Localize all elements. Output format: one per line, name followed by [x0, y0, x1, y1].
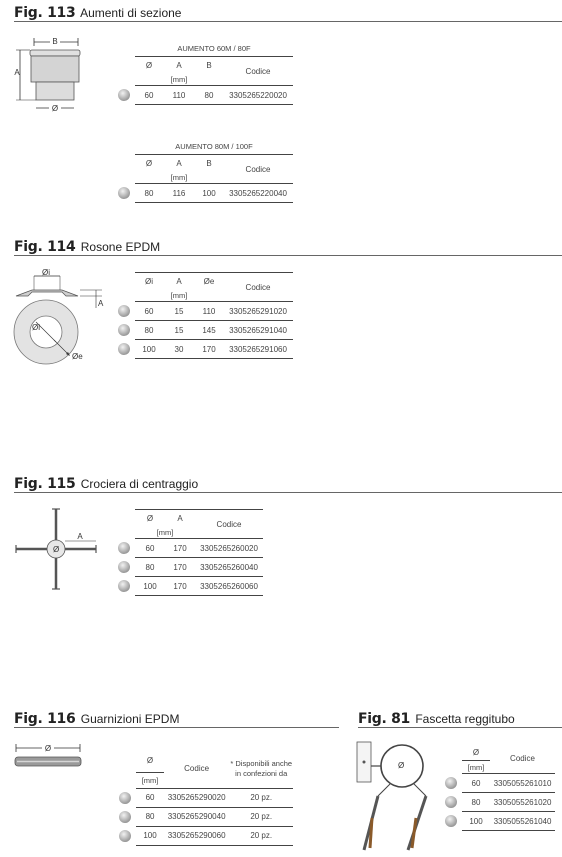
fig-114-table	[113, 272, 293, 359]
product-badge-icon	[118, 187, 130, 199]
fig-113-table-1	[113, 40, 293, 105]
cell: 20 pz.	[229, 788, 293, 807]
cell: 80	[195, 86, 223, 105]
header-diameter: Ø	[462, 744, 490, 761]
header-diameter: Ø	[136, 750, 164, 772]
cell: 80	[135, 558, 165, 577]
cell: 60	[462, 774, 490, 793]
header-b: B	[195, 155, 223, 172]
cell: 3305265260060	[195, 577, 263, 596]
dim-a-label: A	[14, 68, 20, 77]
header-a: A	[163, 273, 195, 290]
fig-81-drawing	[354, 738, 434, 854]
fig-title: Guarnizioni EPDM	[80, 712, 180, 726]
cell: 3305265220040	[223, 184, 293, 203]
cell: 3305265291040	[223, 321, 293, 340]
cell: 80	[462, 793, 490, 812]
heading-rule	[14, 21, 562, 22]
fig-81-table	[440, 744, 555, 831]
dim-di-label: Øi	[42, 268, 50, 277]
cell: 3305265290020	[164, 788, 230, 807]
cell: 80	[136, 807, 164, 826]
product-badge-icon	[118, 343, 130, 355]
table-row	[113, 340, 293, 359]
fig-title: Fascetta reggitubo	[415, 712, 515, 726]
product-badge-icon	[119, 830, 131, 842]
product-badge-icon	[445, 777, 457, 789]
fig-113-table-2	[113, 138, 293, 203]
header-codice: Codice	[223, 273, 293, 302]
cell: 80	[135, 184, 163, 203]
header-b: B	[195, 57, 223, 74]
cell: 3305265291060	[223, 340, 293, 359]
cell: 15	[163, 302, 195, 321]
cell: 110	[195, 302, 223, 321]
cell: 3305055261040	[490, 812, 555, 831]
header-de: Øe	[195, 273, 223, 290]
fig-title: Crociera di centraggio	[80, 477, 199, 491]
cell: 15	[163, 321, 195, 340]
unit-label: [mm]	[170, 74, 188, 84]
cell: 170	[165, 539, 195, 558]
heading-rule	[14, 727, 339, 728]
fig-number: Fig. 116	[14, 711, 76, 727]
fig-116-heading	[14, 711, 179, 727]
cell: 3305265290040	[164, 807, 230, 826]
table-row	[440, 774, 555, 793]
table-row	[113, 539, 263, 558]
dim-di-label-2: Øi	[32, 323, 40, 332]
cell: 3305055261010	[490, 774, 555, 793]
table-row	[113, 807, 293, 826]
cell: 3305055261020	[490, 793, 555, 812]
unit-label: [mm]	[467, 762, 485, 772]
cell: 3305265260040	[195, 558, 263, 577]
cell: 100	[136, 826, 164, 845]
cell: 20 pz.	[229, 807, 293, 826]
dim-a-label: A	[77, 532, 83, 541]
table-title: AUMENTO 60M / 80F	[177, 43, 251, 53]
table-row	[113, 577, 263, 596]
header-a: A	[163, 57, 195, 74]
table-row	[440, 793, 555, 812]
table-row	[113, 321, 293, 340]
cell: 60	[135, 302, 163, 321]
fig-116-drawing	[12, 742, 84, 772]
product-badge-icon	[445, 815, 457, 827]
cell: 3305265220020	[223, 86, 293, 105]
fig-number: Fig. 81	[358, 711, 410, 727]
cell: 170	[165, 577, 195, 596]
product-badge-icon	[445, 796, 457, 808]
header-diameter: Ø	[135, 155, 163, 172]
fig-115-heading	[14, 476, 198, 492]
dim-d-label: Ø	[398, 761, 405, 770]
cell: 60	[135, 86, 163, 105]
table-row	[440, 812, 555, 831]
fig-115-drawing	[12, 505, 102, 595]
table-row	[113, 184, 293, 203]
fig-113-heading	[14, 5, 181, 21]
header-diameter: Ø	[135, 57, 163, 74]
fig-number: Fig. 113	[14, 5, 76, 21]
cell: 145	[195, 321, 223, 340]
unit-label: [mm]	[170, 172, 188, 182]
fig-number: Fig. 115	[14, 476, 76, 492]
cell: 110	[163, 86, 195, 105]
unit-label: [mm]	[170, 290, 188, 300]
fig-81-heading	[358, 711, 515, 727]
heading-rule	[14, 492, 562, 493]
fig-116-table	[113, 750, 293, 846]
header-a: A	[165, 510, 195, 527]
header-a: A	[163, 155, 195, 172]
cell: 100	[135, 340, 163, 359]
header-diameter: Ø	[135, 510, 165, 527]
fig-title: Rosone EPDM	[80, 240, 161, 254]
product-badge-icon	[119, 792, 131, 804]
cell: 3305265291020	[223, 302, 293, 321]
dim-d-label: Ø	[53, 545, 60, 554]
table-title: AUMENTO 80M / 100F	[175, 141, 253, 151]
table-row	[113, 788, 293, 807]
dim-de-label: Øe	[72, 352, 83, 361]
cell: 30	[163, 340, 195, 359]
cell: 100	[195, 184, 223, 203]
fig-115-table	[113, 509, 263, 596]
dim-d-label: Ø	[51, 104, 59, 113]
fig-114-heading	[14, 239, 160, 255]
product-badge-icon	[118, 89, 130, 101]
cell: 20 pz.	[229, 826, 293, 845]
header-codice: Codice	[195, 510, 263, 539]
table-row	[113, 558, 263, 577]
product-badge-icon	[119, 811, 131, 823]
cell: 60	[135, 539, 165, 558]
heading-rule	[358, 727, 562, 728]
dim-b-label: B	[52, 37, 58, 46]
header-di: Øi	[135, 273, 163, 290]
cell: 100	[462, 812, 490, 831]
header-codice: Codice	[510, 754, 535, 763]
header-availability: * Disponibili anche in confezioni da	[230, 758, 293, 778]
cell: 60	[136, 788, 164, 807]
unit-label: [mm]	[156, 527, 174, 537]
cell: 170	[195, 340, 223, 359]
fig-title: Aumenti di sezione	[80, 6, 182, 20]
cell: 170	[165, 558, 195, 577]
table-row	[113, 86, 293, 105]
product-badge-icon	[118, 324, 130, 336]
cell: 3305265290060	[164, 826, 230, 845]
cell: 116	[163, 184, 195, 203]
fig-113-drawing	[12, 34, 92, 116]
dim-d-label: Ø	[44, 744, 52, 753]
header-codice: Codice	[184, 764, 210, 774]
heading-rule	[14, 255, 562, 256]
product-badge-icon	[118, 580, 130, 592]
table-row	[113, 302, 293, 321]
cell: 80	[135, 321, 163, 340]
header-codice: Codice	[223, 155, 293, 184]
cell: 100	[135, 577, 165, 596]
fig-114-drawing	[10, 268, 106, 364]
product-badge-icon	[118, 542, 130, 554]
dim-a-label: A	[98, 299, 104, 308]
product-badge-icon	[118, 561, 130, 573]
fig-number: Fig. 114	[14, 239, 76, 255]
product-badge-icon	[118, 305, 130, 317]
table-row	[113, 826, 293, 845]
cell: 3305265260020	[195, 539, 263, 558]
header-codice: Codice	[223, 57, 293, 86]
unit-label: [mm]	[141, 775, 159, 785]
